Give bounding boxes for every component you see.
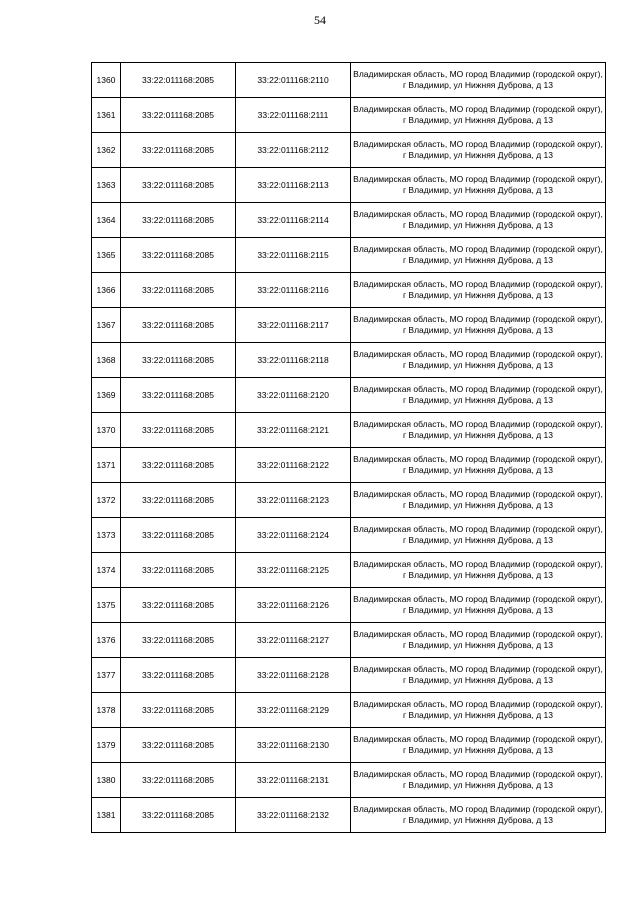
address-cell: Владимирская область, МО город Владимир (городской округ), г Владимир, ул Нижняя Дуброва, д 13 — [351, 483, 606, 518]
address-cell: Владимирская область, МО город Владимир (городской округ), г Владимир, ул Нижняя Дуброва, д 13 — [351, 273, 606, 308]
row-number-cell: 1366 — [92, 273, 121, 308]
row-number-cell: 1381 — [92, 798, 121, 833]
parent-cadastral-number-cell: 33:22:011168:2085 — [121, 798, 236, 833]
address-cell: Владимирская область, МО город Владимир (городской округ), г Владимир, ул Нижняя Дуброва, д 13 — [351, 133, 606, 168]
parent-cadastral-number-cell: 33:22:011168:2085 — [121, 518, 236, 553]
parent-cadastral-number-cell: 33:22:011168:2085 — [121, 448, 236, 483]
row-number-cell: 1364 — [92, 203, 121, 238]
table-row — [92, 308, 606, 343]
table-row — [92, 553, 606, 588]
address-cell: Владимирская область, МО город Владимир (городской округ), г Владимир, ул Нижняя Дуброва, д 13 — [351, 63, 606, 98]
table-row — [92, 133, 606, 168]
parent-cadastral-number-cell: 33:22:011168:2085 — [121, 588, 236, 623]
parent-cadastral-number-cell: 33:22:011168:2085 — [121, 728, 236, 763]
registry-table — [91, 62, 606, 833]
parent-cadastral-number-cell: 33:22:011168:2085 — [121, 483, 236, 518]
address-cell: Владимирская область, МО город Владимир (городской округ), г Владимир, ул Нижняя Дуброва, д 13 — [351, 378, 606, 413]
address-cell: Владимирская область, МО город Владимир (городской округ), г Владимир, ул Нижняя Дуброва, д 13 — [351, 413, 606, 448]
address-cell: Владимирская область, МО город Владимир (городской округ), г Владимир, ул Нижняя Дуброва, д 13 — [351, 798, 606, 833]
table-row — [92, 623, 606, 658]
row-number-cell: 1372 — [92, 483, 121, 518]
parent-cadastral-number-cell: 33:22:011168:2085 — [121, 763, 236, 798]
row-number-cell: 1374 — [92, 553, 121, 588]
table-row — [92, 588, 606, 623]
address-cell: Владимирская область, МО город Владимир (городской округ), г Владимир, ул Нижняя Дуброва, д 13 — [351, 553, 606, 588]
row-number-cell: 1365 — [92, 238, 121, 273]
row-number-cell: 1376 — [92, 623, 121, 658]
parent-cadastral-number-cell: 33:22:011168:2085 — [121, 623, 236, 658]
parent-cadastral-number-cell: 33:22:011168:2085 — [121, 203, 236, 238]
cadastral-number-cell: 33:22:011168:2110 — [236, 63, 351, 98]
parent-cadastral-number-cell: 33:22:011168:2085 — [121, 238, 236, 273]
row-number-cell: 1379 — [92, 728, 121, 763]
parent-cadastral-number-cell: 33:22:011168:2085 — [121, 133, 236, 168]
row-number-cell: 1375 — [92, 588, 121, 623]
row-number-cell: 1360 — [92, 63, 121, 98]
table-row — [92, 518, 606, 553]
table-row — [92, 448, 606, 483]
row-number-cell: 1362 — [92, 133, 121, 168]
cadastral-number-cell: 33:22:011168:2130 — [236, 728, 351, 763]
table-row — [92, 343, 606, 378]
cadastral-number-cell: 33:22:011168:2128 — [236, 658, 351, 693]
parent-cadastral-number-cell: 33:22:011168:2085 — [121, 63, 236, 98]
table-row — [92, 693, 606, 728]
table-row — [92, 378, 606, 413]
parent-cadastral-number-cell: 33:22:011168:2085 — [121, 658, 236, 693]
table-row — [92, 798, 606, 833]
parent-cadastral-number-cell: 33:22:011168:2085 — [121, 553, 236, 588]
row-number-cell: 1368 — [92, 343, 121, 378]
address-cell: Владимирская область, МО город Владимир (городской округ), г Владимир, ул Нижняя Дуброва, д 13 — [351, 343, 606, 378]
table-row — [92, 413, 606, 448]
row-number-cell: 1377 — [92, 658, 121, 693]
table-row — [92, 98, 606, 133]
cadastral-number-cell: 33:22:011168:2112 — [236, 133, 351, 168]
registry-table-body — [92, 63, 606, 833]
row-number-cell: 1370 — [92, 413, 121, 448]
cadastral-number-cell: 33:22:011168:2117 — [236, 308, 351, 343]
address-cell: Владимирская область, МО город Владимир (городской округ), г Владимир, ул Нижняя Дуброва, д 13 — [351, 308, 606, 343]
address-cell: Владимирская область, МО город Владимир (городской округ), г Владимир, ул Нижняя Дуброва, д 13 — [351, 588, 606, 623]
row-number-cell: 1380 — [92, 763, 121, 798]
parent-cadastral-number-cell: 33:22:011168:2085 — [121, 98, 236, 133]
address-cell: Владимирская область, МО город Владимир (городской округ), г Владимир, ул Нижняя Дуброва, д 13 — [351, 448, 606, 483]
row-number-cell: 1369 — [92, 378, 121, 413]
address-cell: Владимирская область, МО город Владимир (городской округ), г Владимир, ул Нижняя Дуброва, д 13 — [351, 98, 606, 133]
cadastral-number-cell: 33:22:011168:2125 — [236, 553, 351, 588]
address-cell: Владимирская область, МО город Владимир (городской округ), г Владимир, ул Нижняя Дуброва, д 13 — [351, 693, 606, 728]
cadastral-number-cell: 33:22:011168:2111 — [236, 98, 351, 133]
row-number-cell: 1373 — [92, 518, 121, 553]
parent-cadastral-number-cell: 33:22:011168:2085 — [121, 308, 236, 343]
cadastral-number-cell: 33:22:011168:2116 — [236, 273, 351, 308]
parent-cadastral-number-cell: 33:22:011168:2085 — [121, 693, 236, 728]
row-number-cell: 1367 — [92, 308, 121, 343]
table-row — [92, 168, 606, 203]
parent-cadastral-number-cell: 33:22:011168:2085 — [121, 378, 236, 413]
row-number-cell: 1378 — [92, 693, 121, 728]
parent-cadastral-number-cell: 33:22:011168:2085 — [121, 168, 236, 203]
table-row — [92, 273, 606, 308]
table-row — [92, 238, 606, 273]
row-number-cell: 1361 — [92, 98, 121, 133]
row-number-cell: 1363 — [92, 168, 121, 203]
address-cell: Владимирская область, МО город Владимир (городской округ), г Владимир, ул Нижняя Дуброва, д 13 — [351, 623, 606, 658]
cadastral-number-cell: 33:22:011168:2131 — [236, 763, 351, 798]
address-cell: Владимирская область, МО город Владимир (городской округ), г Владимир, ул Нижняя Дуброва, д 13 — [351, 238, 606, 273]
table-row — [92, 658, 606, 693]
address-cell: Владимирская область, МО город Владимир (городской округ), г Владимир, ул Нижняя Дуброва, д 13 — [351, 658, 606, 693]
table-row — [92, 203, 606, 238]
cadastral-number-cell: 33:22:011168:2129 — [236, 693, 351, 728]
table-row — [92, 763, 606, 798]
page-number: 54 — [314, 13, 326, 27]
cadastral-number-cell: 33:22:011168:2126 — [236, 588, 351, 623]
cadastral-number-cell: 33:22:011168:2122 — [236, 448, 351, 483]
cadastral-number-cell: 33:22:011168:2120 — [236, 378, 351, 413]
cadastral-number-cell: 33:22:011168:2114 — [236, 203, 351, 238]
address-cell: Владимирская область, МО город Владимир (городской округ), г Владимир, ул Нижняя Дуброва, д 13 — [351, 203, 606, 238]
cadastral-number-cell: 33:22:011168:2132 — [236, 798, 351, 833]
table-row — [92, 63, 606, 98]
address-cell: Владимирская область, МО город Владимир (городской округ), г Владимир, ул Нижняя Дуброва, д 13 — [351, 728, 606, 763]
table-row — [92, 483, 606, 518]
parent-cadastral-number-cell: 33:22:011168:2085 — [121, 343, 236, 378]
cadastral-number-cell: 33:22:011168:2115 — [236, 238, 351, 273]
address-cell: Владимирская область, МО город Владимир (городской округ), г Владимир, ул Нижняя Дуброва, д 13 — [351, 168, 606, 203]
table-row — [92, 728, 606, 763]
address-cell: Владимирская область, МО город Владимир (городской округ), г Владимир, ул Нижняя Дуброва, д 13 — [351, 763, 606, 798]
parent-cadastral-number-cell: 33:22:011168:2085 — [121, 413, 236, 448]
cadastral-number-cell: 33:22:011168:2121 — [236, 413, 351, 448]
address-cell: Владимирская область, МО город Владимир (городской округ), г Владимир, ул Нижняя Дуброва, д 13 — [351, 518, 606, 553]
parent-cadastral-number-cell: 33:22:011168:2085 — [121, 273, 236, 308]
cadastral-number-cell: 33:22:011168:2127 — [236, 623, 351, 658]
cadastral-number-cell: 33:22:011168:2123 — [236, 483, 351, 518]
cadastral-number-cell: 33:22:011168:2118 — [236, 343, 351, 378]
cadastral-number-cell: 33:22:011168:2124 — [236, 518, 351, 553]
row-number-cell: 1371 — [92, 448, 121, 483]
cadastral-number-cell: 33:22:011168:2113 — [236, 168, 351, 203]
